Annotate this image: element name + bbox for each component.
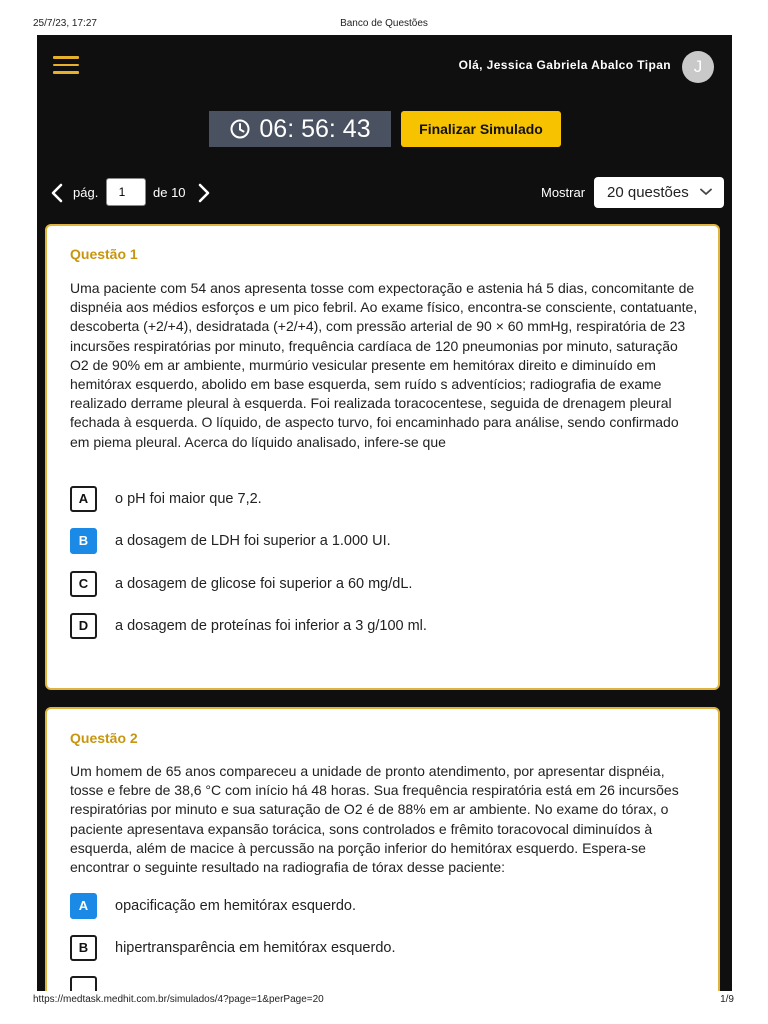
avatar[interactable]: J [682, 51, 714, 83]
print-page-number: 1/9 [720, 994, 734, 1005]
app-container [37, 35, 732, 991]
option-text: a dosagem de LDH foi superior a 1.000 UI. [115, 533, 391, 549]
option-letter: A [70, 893, 97, 919]
print-footer [0, 992, 768, 1024]
finish-simulation-button[interactable]: Finalizar Simulado [401, 111, 561, 147]
hamburger-menu-icon[interactable] [53, 56, 79, 76]
option-c[interactable] [70, 571, 690, 597]
per-page-value: 20 questões [607, 184, 689, 201]
option-b[interactable] [70, 528, 690, 554]
option-letter: C [70, 571, 97, 597]
option-b[interactable] [70, 935, 690, 961]
option-text: hipertransparência em hemitórax esquerdo. [115, 940, 396, 956]
question-text: Um homem de 65 anos compareceu a unidade de pronto atendimento, por apresentar dispnéia, tosse e febre de 38,6 °C com início há 48 horas. Sua frequência respiratória está em 26 incursões respiratórias por minuto e sua saturação de O2 é de 88% em ar ambiente. No exame do tórax, o paciente apresentava expansão torácica, sons controlados e frêmito toracovocal diminuídos à esquerda, além de macice à percussão na porção inferior do hemitórax esquerdo. Espera-se encontrar o seguinte resultado na radiografia de tórax desse paciente: [70, 763, 679, 876]
option-a[interactable] [70, 893, 690, 919]
timer-display [209, 111, 391, 147]
option-text: o pH foi maior que 7,2. [115, 491, 262, 507]
question-card [45, 707, 720, 991]
clock-icon [229, 118, 251, 140]
page-number-input[interactable] [106, 178, 146, 206]
per-page-label: Mostrar [541, 185, 586, 200]
print-title: Banco de Questões [340, 18, 428, 29]
chevron-left-icon[interactable] [49, 182, 65, 204]
total-pages-label: de 10 [153, 185, 186, 200]
print-url: https://medtask.medhit.com.br/simulados/4?page=1&perPage=20 [33, 994, 324, 1005]
option-d[interactable] [70, 613, 690, 639]
option-text: opacificação em hemitórax esquerdo. [115, 898, 356, 914]
option-letter [70, 976, 97, 991]
option-letter: D [70, 613, 97, 639]
question-text: Uma paciente com 54 anos apresenta tosse com expectoração e astenia há 5 dias, concomitante de dispnéia aos médios esforços e um pico febril. Ao exame físico, encontra-se consciente, contatuante, descoberta (+2/+4), desidratada (+2/+4), com pressão arterial de 90 × 60 mmHg, respiratória de 23 incursões respiratórias por minuto, frequência cardíaca de 120 pneumonias por minuto, saturação O2 de 90% em ar ambiente, murmúrio vesicular presente em hemitórax direito e diminuído em hemitórax esquerdo, abolido em base esquerda, sem ruído s adventícios; radiografia de exame realizado derrame pleural à esquerda. Foi realizada toracocentese, seguida de drenagem pleural fechada à esquerda. O líquido, de aspecto turvo, foi encaminhado para análise, sendo confirmado em piema pleural. Acerca do líquido analisado, infere-se que [70, 280, 698, 450]
print-header [0, 0, 768, 34]
option-c[interactable] [70, 976, 690, 991]
option-text: a dosagem de glicose foi superior a 60 mg/dL. [115, 576, 413, 592]
option-letter: A [70, 486, 97, 512]
option-text: a dosagem de proteínas foi inferior a 3 g/100 ml. [115, 618, 427, 634]
option-letter: B [70, 528, 97, 554]
pagination [49, 178, 249, 208]
chevron-right-icon[interactable] [196, 182, 212, 204]
question-title: Questão 1 [70, 246, 138, 262]
option-a[interactable] [70, 486, 690, 512]
timer-value: 06: 56: 43 [259, 114, 371, 143]
page-label: pág. [73, 185, 99, 200]
user-greeting: Olá, Jessica Gabriela Abalco Tipan [458, 58, 671, 72]
question-title: Questão 2 [70, 730, 138, 746]
question-card [45, 224, 720, 690]
option-letter: B [70, 935, 97, 961]
chevron-down-icon [700, 188, 712, 196]
print-date: 25/7/23, 17:27 [33, 18, 97, 29]
per-page-select[interactable] [594, 177, 724, 208]
